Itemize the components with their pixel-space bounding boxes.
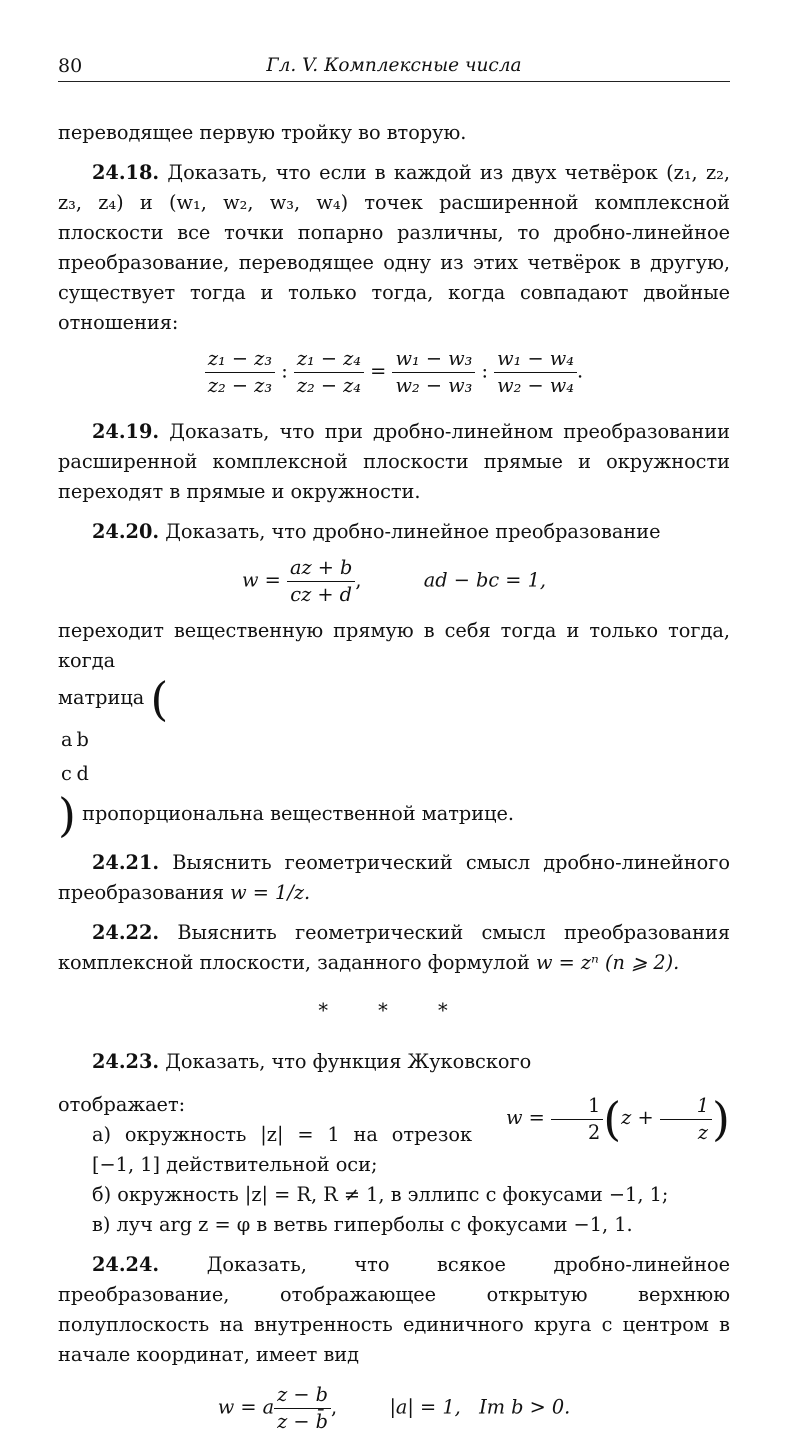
formula-lhs: w = [506,1106,545,1129]
disk-map-formula: w = a $\frac{z - b}{z - b̄}$ , |a| = 1, Im b > 0. [217,1383,571,1433]
page-body: переводящее первую тройку во вторую. 24.18. Доказать, что если в каждой из двух четвёрок (z₁, z₂, z₃, z₄) и (w₁, w₂, w₃, w₄) точек расширенной комплексной плоскости все точки попарно различны, то дробно-линейное преобразование, переводящее одну из этих четвёрок в другую, существует тогда и только тогда, когда совпадают двойные отношения: $\frac{\text{z₁ − z₃}}{\text{z₂ − z₃}}$ : $\frac{\text{z₁ − z₄}}{\text{z₂ − z₄}}$ = $\frac{\text{w₁ − w₃}}{\text{w₂ − w₃}}$ : $\frac{\text{w₁ − w₄}}{\text{w₂ − w₄}}$ . 24.19. Доказать, что при дробно-линейном преобразовании расширенной комплексной плоскости прямые и окружности переходят в прямые и окружности. 24.20. Доказать, что дробно-линейное преобразование w = $\frac{az + b}{cz + d}$ , ad − bc = 1, переходит вещественную прямую в себя тогда и только тогда, когда матрица ( a b c d ) пропорциональна вещественной матрице. 24.21. Выяснить геометрический смысл дробно-линейного преобразования w = 1/z. 24.22. Выяснить геометрический смысл преобразования комплексной плоскости, заданного формулой w = zⁿ (n ⩾ 2). * * * 24.23. Доказать, что функция Жуковского w = $\frac{1}{2}$ (z + $\frac{1}{z}$ ) отображает: а) окружность |z| = 1 на отрезок [−1, 1] действительной оси; б) окружность |z| = R, R ≠ 1, в эллипс с фокусами −1, 1; в) луч arg z = φ в ветвь гиперболы с фокусами −1, 1. 24.24. Доказать, что всякое дробно-линейное преобразование, отображающее открытую верхнюю полуплоскость на внутренность единичного круга с центром в начале координат, имеет вид w = a $\frac{z - b}{z - b̄}$ , |a| = 1, Im b > 0. [58,118,730,1443]
problem-24-19 [58,417,730,507]
lead-line: переводящее первую тройку во вторую. [58,121,467,144]
problem-text: Доказать, что всякое дробно-линейное преобразование, отображающее открытую верхнюю полуплоскость на внутренность единичного круга с центром в начале координат, имеет вид [58,1253,730,1366]
section-stars: * * * [318,999,470,1022]
fraction: $\frac{az + b}{cz + d}$ [287,555,355,608]
problem-text: Доказать, что при дробно-линейном преобразовании расширенной комплексной плоскости прямые и окружности переходят в прямые и окружности. [58,420,730,503]
running-head: Гл. V. Комплексные числа [266,55,522,76]
cross-ratio-formula: $\frac{\text{z₁ − z₃}}{\text{z₂ − z₃}}$ : $\frac{\text{z₁ − z₄}}{\text{z₂ − z₄}}$ = $\frac{\text{w₁ − w₃}}{\text{w₂ − w₃}}$ : $\frac{\text{w₁ − w₄}}{\text{w₂ − w₄}}$ . [58,346,730,399]
formula-lhs: w = [242,568,281,592]
problem-text: Доказать, что функция Жуковского [165,1050,532,1073]
problem-24-22 [58,918,730,978]
formula-condition: |a| = 1, Im b > 0. [389,1395,571,1419]
page-header [58,55,730,82]
problem-text: Выяснить геометрический смысл преобразования комплексной плоскости, заданного формулой [58,921,730,974]
problem-24-20-cont: переходит вещественную прямую в себя тогда и только тогда, когда [58,619,730,672]
problem-number: 24.23. [92,1050,160,1073]
problem-24-18 [58,158,730,338]
problem-number: 24.19. [92,420,160,443]
problem-number: 24.20. [92,520,160,543]
matrix-line: матрица ( [58,672,169,726]
fraction: $\frac{\text{z₁ − z₃}}{\text{z₂ − z₃}}$ [205,346,275,399]
list-item: а) окружность |z| = 1 на отрезок [−1, 1] действительной оси; [92,1123,472,1176]
fraction: $\frac{\text{w₁ − w₃}}{\text{w₂ − w₃}}$ [392,346,475,399]
problem-number: 24.18. [92,161,160,184]
problem-24-23: 24.23. Доказать, что функция Жуковского w = $\frac{1}{2}$ (z + $\frac{1}{z}$ ) [92,1050,730,1146]
matrix-tail: пропорциональна вещественной матрице. [82,802,515,825]
formula: w = zⁿ [535,951,599,974]
formula-condition: ad − bc = 1, [423,568,546,592]
problem-number: 24.22. [92,921,160,944]
problem-text: Выяснить геометрический смысл дробно-линейного преобразования [58,851,730,904]
matrix-word: матрица [58,686,145,709]
page-number: 80 [58,55,83,77]
problem-text: Доказать, что дробно-линейное преобразование [165,520,661,543]
mobius-formula: w = $\frac{az + b}{cz + d}$ , ad − bc = 1, [242,556,546,606]
list-item: б) окружность |z| = R, R ≠ 1, в эллипс с фокусами −1, 1; [92,1183,669,1206]
fraction: $\frac{1}{2}$ [551,1093,603,1146]
formula-lhs: w = a [217,1395,275,1419]
fraction: $\frac{\text{w₁ − w₄}}{\text{w₂ − w₄}}$ [494,346,577,399]
list-item: в) луч arg z = φ в ветвь гиперболы с фокусами −1, 1. [92,1213,633,1236]
problem-24-21 [58,848,730,908]
problem-number: 24.21. [92,851,160,874]
formula: w = 1/z. [230,881,311,904]
formula-condition: (n ⩾ 2). [605,951,680,974]
fraction: $\frac{\text{z₁ − z₄}}{\text{z₂ − z₄}}$ [294,346,364,399]
problem-number: 24.24. [92,1253,160,1276]
fraction: $\frac{z - b}{z - b̄}$ [274,1382,331,1435]
problem-24-23-cont: отображает: [58,1093,186,1116]
problem-text: Доказать, что если в каждой из двух четвёрок (z₁, z₂, z₃, z₄) и (w₁, w₂, w₃, w₄) точек расширенной комплексной плоскости все точки попарно различны, то дробно-линейное преобразование, переводящее одну из этих четвёрок в другую, существует тогда и только тогда, когда совпадают двойные отношения: [58,161,730,334]
problem-24-20 [58,517,730,547]
fraction: $\frac{1}{z}$ [660,1093,712,1146]
problem-24-24 [58,1250,730,1370]
